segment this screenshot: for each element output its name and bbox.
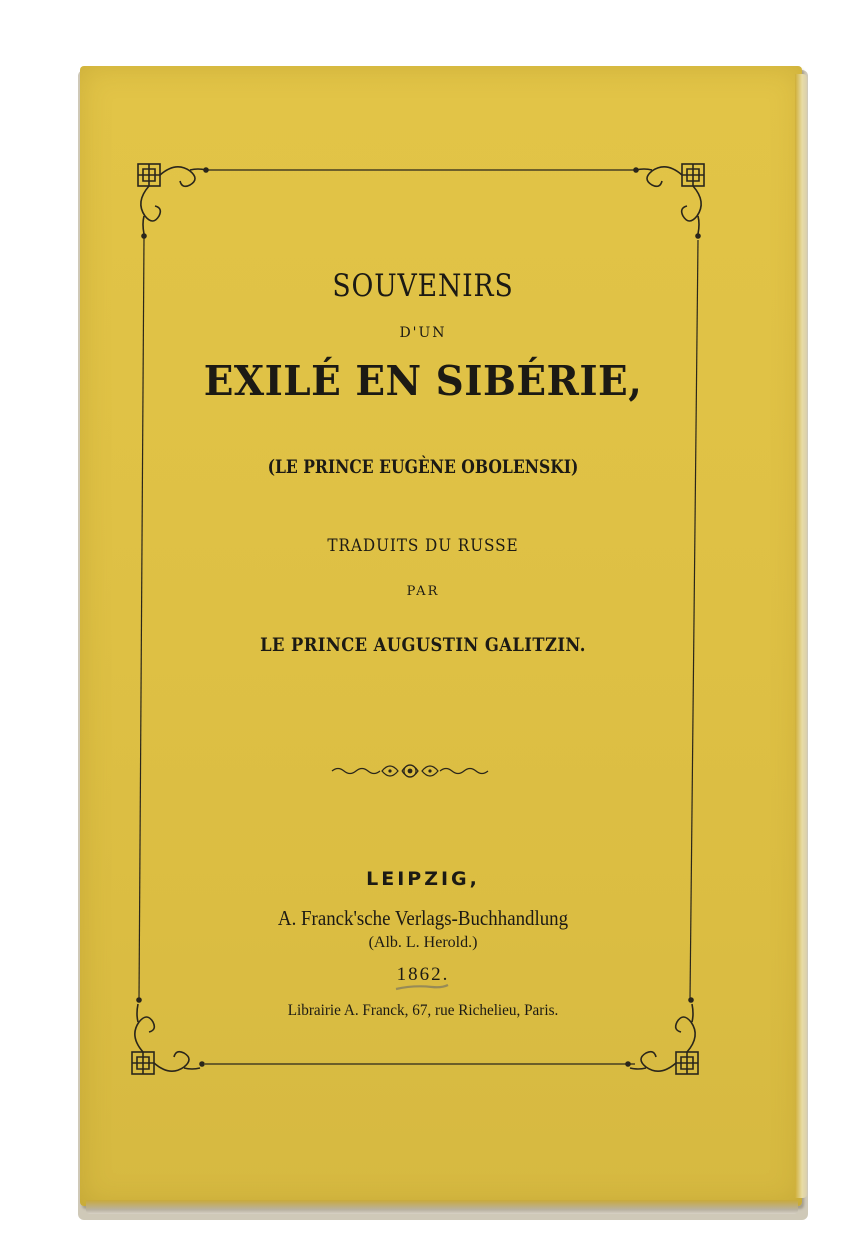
corner-ornament-icon <box>138 164 208 238</box>
title-line-2: D'UN <box>399 325 447 341</box>
publisher-owner: (Alb. L. Herold.) <box>368 934 478 951</box>
translator-name: LE PRINCE AUGUSTIN GALITZIN. <box>260 634 586 656</box>
by-line: PAR <box>406 584 440 599</box>
imprint-line: Librairie A. Franck, 67, rue Richelieu, Paris. <box>287 1002 559 1019</box>
corner-ornament-icon <box>634 164 704 238</box>
page-edge-bottom <box>86 1200 798 1214</box>
subject-line: (LE PRINCE EUGÈNE OBOLENSKI) <box>267 456 579 478</box>
publisher-name: A. Franck'sche Verlags-Buchhandlung <box>277 906 569 930</box>
page-edge-right <box>795 74 807 1198</box>
pencil-underline <box>394 983 450 993</box>
title-line-3: EXILÉ EN SIBÉRIE, <box>203 357 643 405</box>
title-line-1: SOUVENIRS <box>332 268 514 304</box>
fleuron-divider-icon <box>330 760 490 782</box>
publication-year: 1862. <box>396 964 450 985</box>
translation-note: TRADUITS DU RUSSE <box>327 536 519 556</box>
publisher-city: LEIPZIG, <box>366 868 480 890</box>
